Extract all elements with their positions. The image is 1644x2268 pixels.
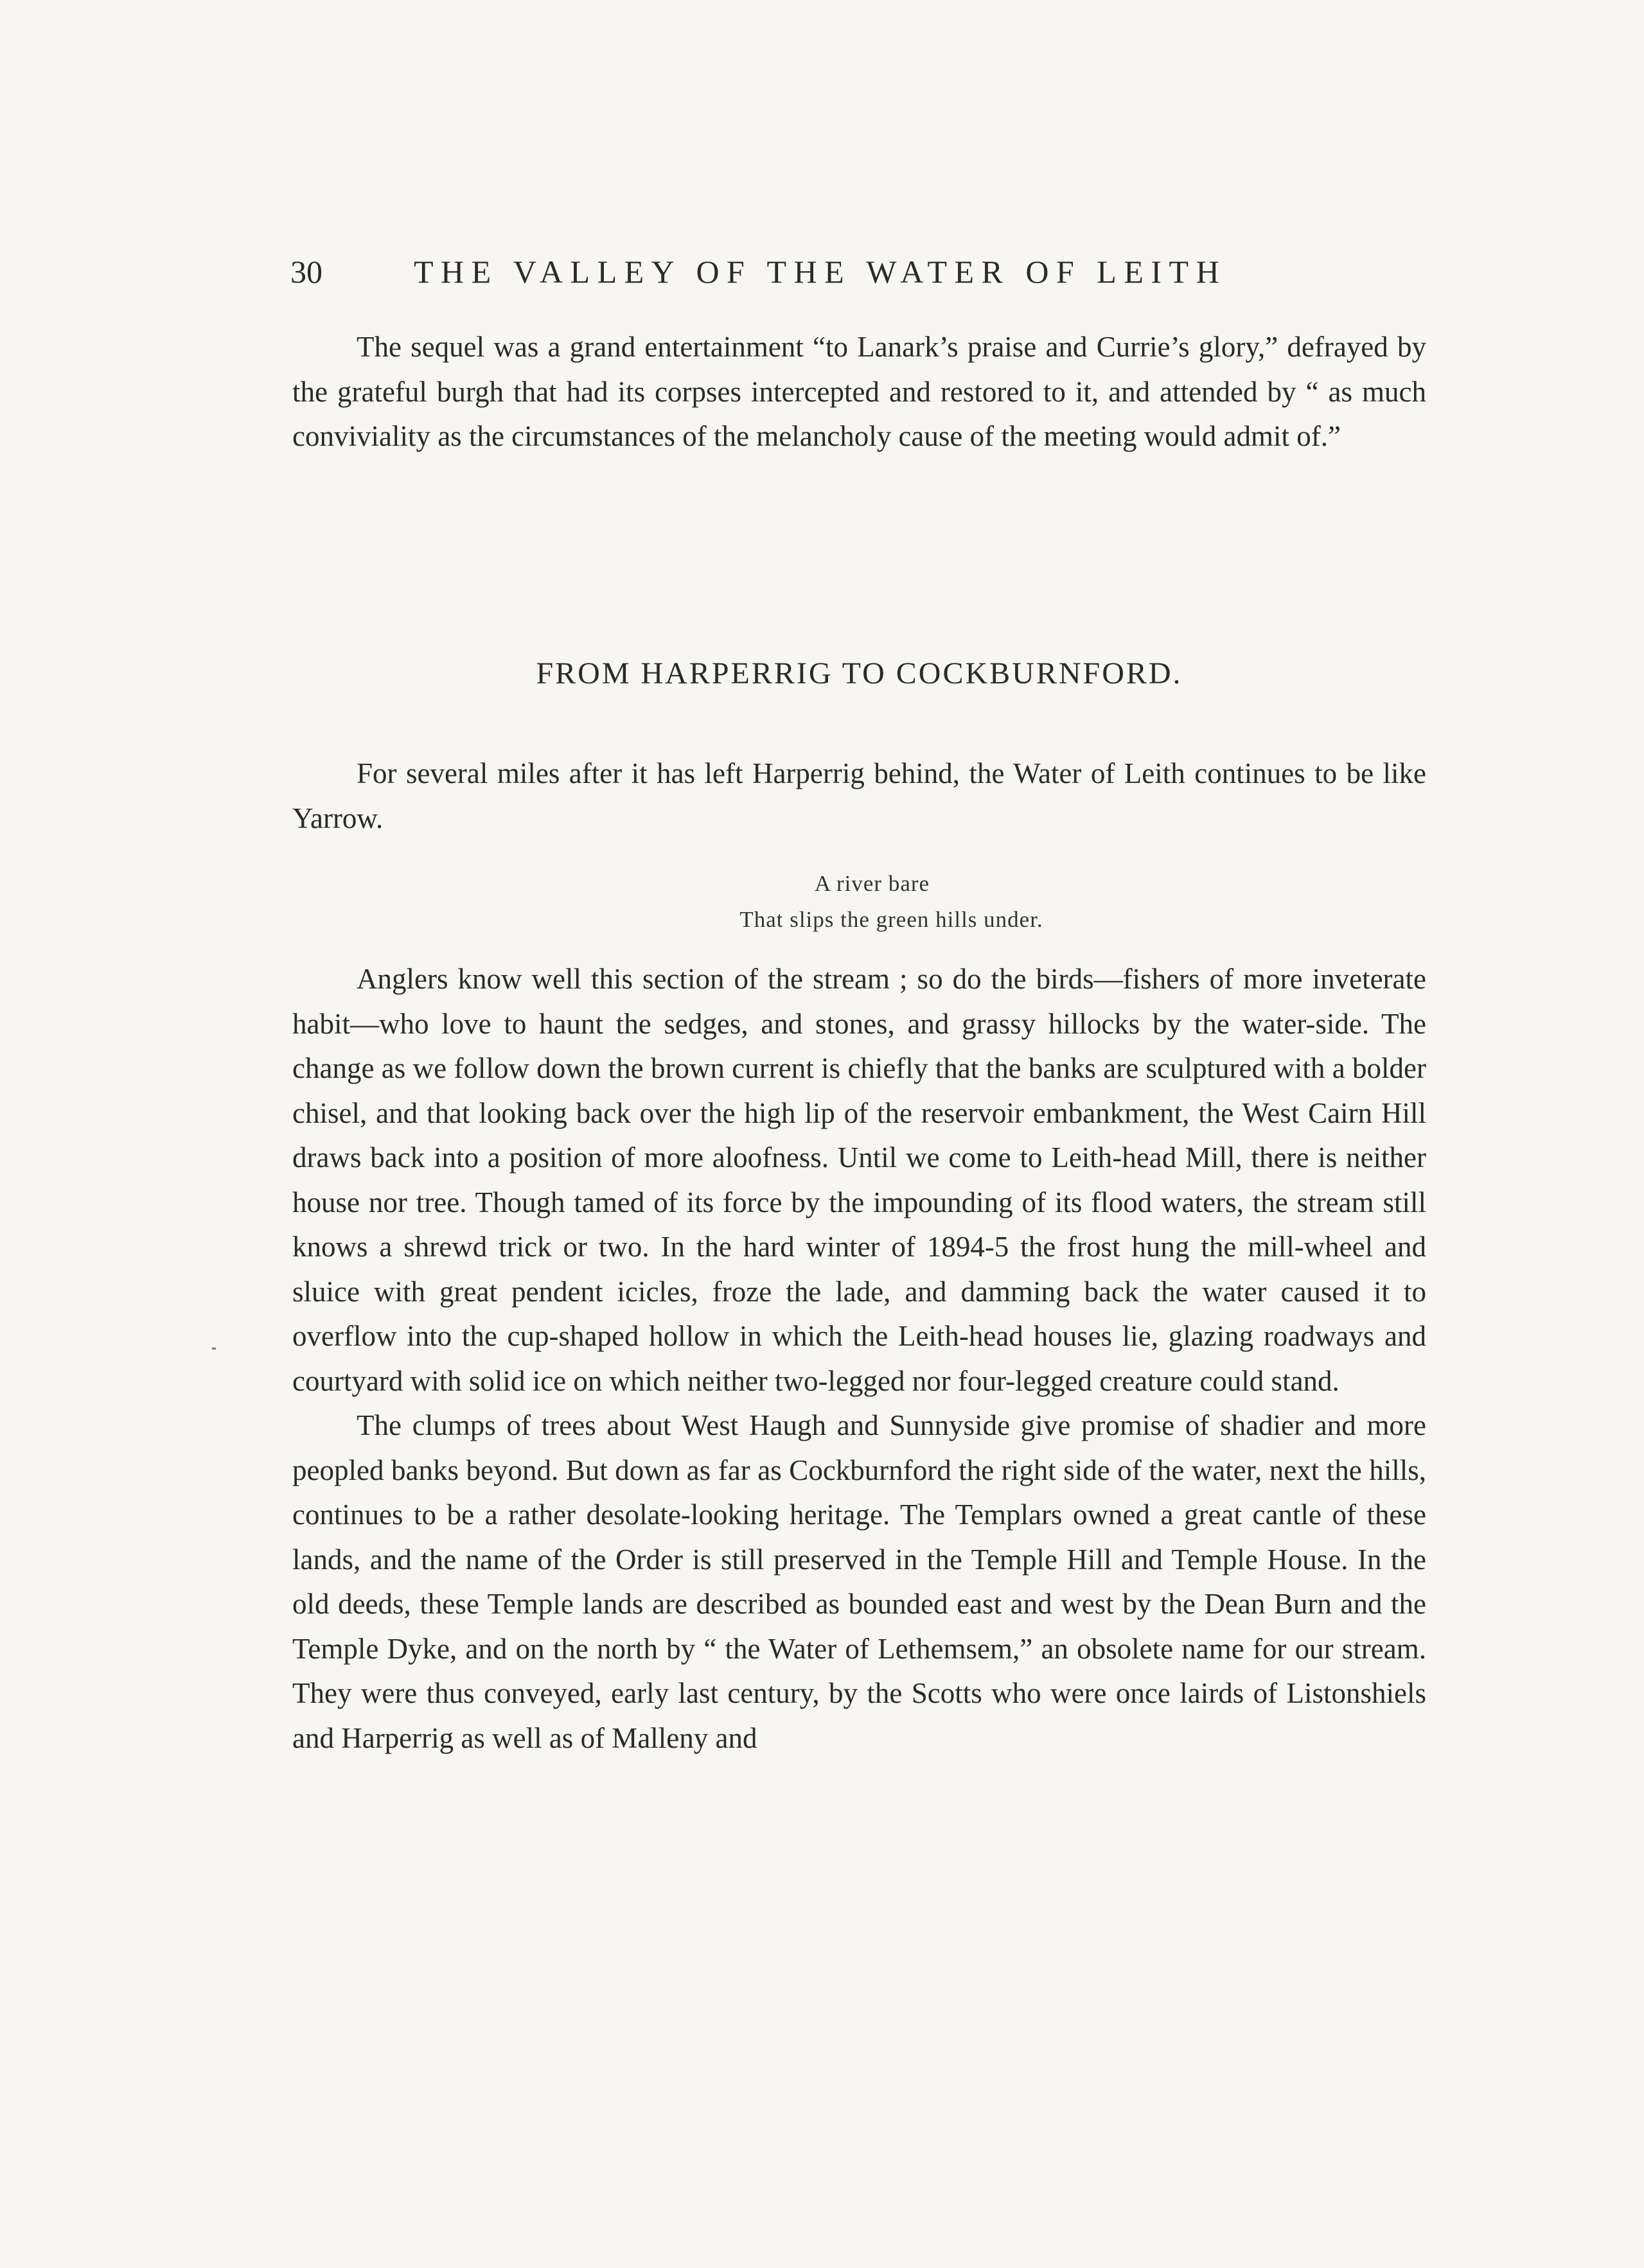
margin-mark: [212, 1348, 216, 1349]
running-title: THE VALLEY OF THE WATER OF LEITH: [414, 254, 1227, 290]
paragraph-text: For several miles after it has left Harperrig behind, the Water of Leith continues to be like Yarrow.: [292, 757, 1426, 834]
running-head: [290, 249, 1311, 294]
body-text: [292, 957, 1426, 1761]
paragraph-yarrow: [292, 752, 1426, 841]
verse-line: A river bare: [814, 871, 930, 896]
paragraph-anglers: Anglers know well this section of the stream ; so do the birds—fishers of more inveterate habit—who love to haunt the sedges, and stones, and grassy hillocks by the water-side. The change as we follow down the brown current is chiefly that the banks are sculptured with a bolder chisel, and that looking back over the high lip of the reservoir embankment, the West Cairn Hill draws back into a position of more aloofness. Until we come to Leith-head Mill, there is neither house nor tree. Though tamed of its force by the impounding of its flood waters, the stream still knows a shrewd trick or two. In the hard winter of 1894-5 the frost hung the mill-wheel and sluice with great pendent icicles, froze the lade, and damming back the water caused it to overflow into the cup-shaped hollow in which the Leith-head houses lie, glazing roadways and courtyard with solid ice on which neither two-legged nor four-legged creature could stand.: [292, 963, 1426, 1397]
verse-line: That slips the green hills under.: [739, 907, 1043, 932]
section-heading: FROM HARPERRIG TO COCKBURNFORD.: [536, 656, 1183, 690]
paragraph-text: The sequel was a grand entertainment “to Lanark’s praise and Currie’s glory,” defrayed by the grateful burgh that had its corpses intercepted and restored to it, and attended by “ as much conviviality as the circumstances of the melancholy cause of the meeting would admit of.”: [292, 331, 1426, 452]
verse-quotation: [292, 866, 1426, 938]
paragraph-sequel: [292, 325, 1426, 459]
paragraph-clumps: The clumps of trees about West Haugh and Sunnyside give promise of shadier and more peopled banks beyond. But down as far as Cockburnford the right side of the water, next the hills, continues to be a rather desolate-looking heritage. The Templars owned a great cantle of these lands, and the name of the Order is still preserved in the Temple Hill and Temple House. In the old deeds, these Temple lands are described as bounded east and west by the Dean Burn and the Temple Dyke, and on the north by “ the Water of Lethemsem,” an obsolete name for our stream. They were thus conveyed, early last century, by the Scotts who were once lairds of Listonshiels and Harperrig as well as of Malleny and: [292, 1409, 1426, 1754]
page-number: 30: [290, 254, 323, 290]
